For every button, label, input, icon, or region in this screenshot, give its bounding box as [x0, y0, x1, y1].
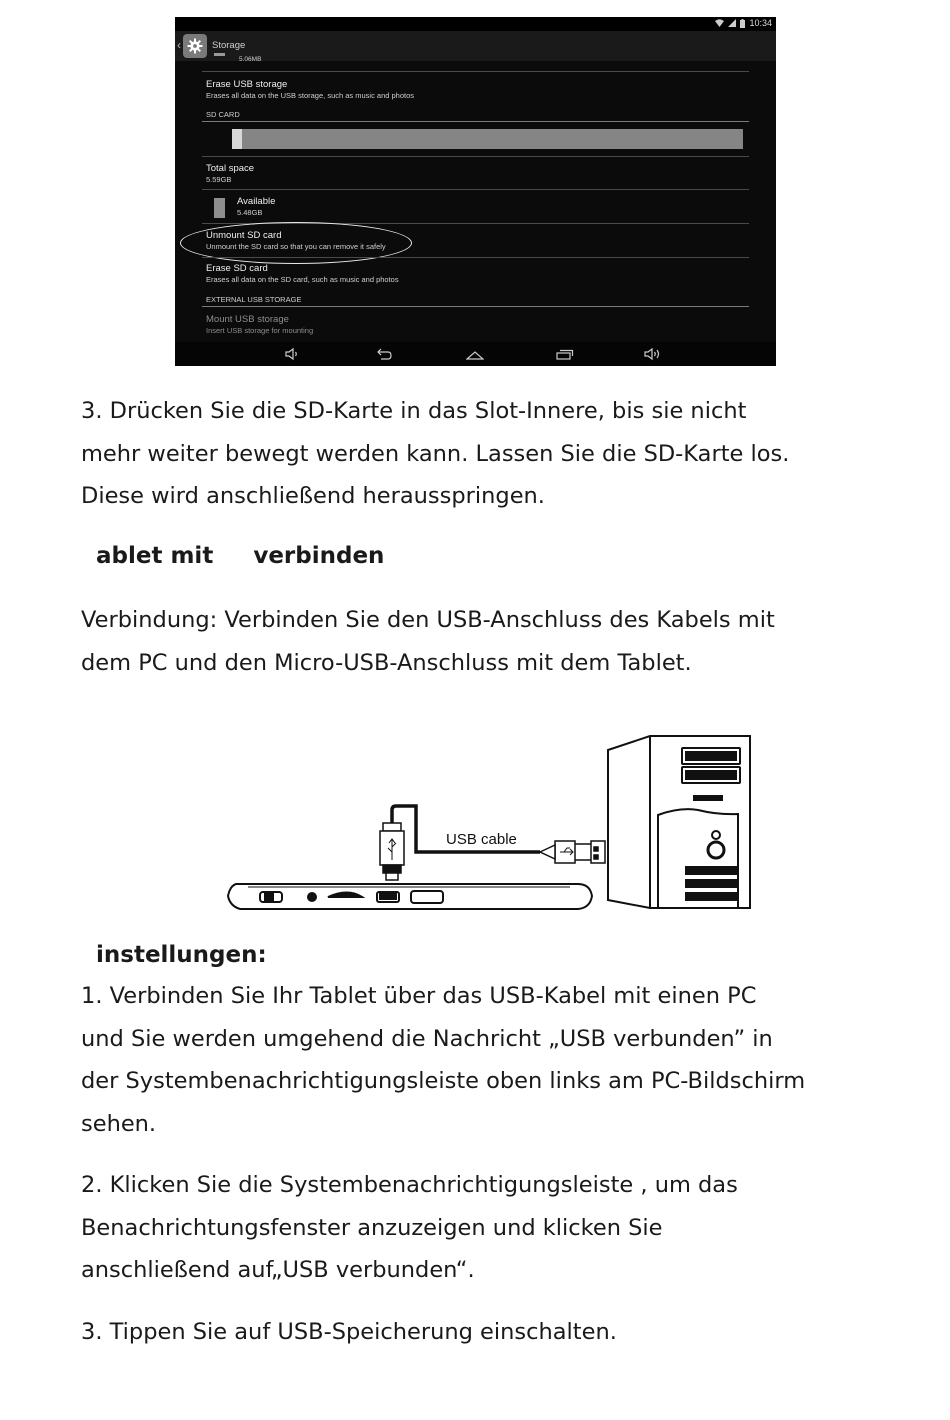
sd-usage-fill [232, 129, 242, 149]
gear-icon[interactable] [183, 34, 207, 58]
navigation-bar [175, 342, 776, 366]
unmount-title: Unmount SD card [206, 230, 282, 241]
text-line: Benachrichtungsfenster anzuzeigen und klicken Sie [81, 1214, 663, 1241]
step-1 [81, 975, 881, 1145]
divider [202, 71, 749, 72]
text-line: mehr weiter bewegt werden kann. Lassen Sie die SD-Karte los. [81, 440, 790, 467]
wifi-icon [715, 19, 724, 27]
text-line: dem PC und den Micro-USB-Anschluss mit dem Tablet. [81, 649, 692, 676]
total-space-value: 5.59GB [206, 175, 232, 184]
pc-tower-icon [608, 736, 750, 908]
mount-usb-title: Mount USB storage [206, 314, 289, 325]
signal-icon [728, 19, 736, 27]
heading-part: ablet mit [96, 543, 214, 569]
text-line: sehen. [81, 1110, 157, 1137]
volume-down-icon[interactable] [284, 347, 302, 361]
total-space-item [206, 163, 749, 184]
text-line: anschließend auf„USB verbunden“. [81, 1257, 475, 1283]
volume-up-icon[interactable] [644, 347, 662, 361]
usb-connection-diagram [220, 710, 760, 915]
text-line: 1. Verbinden Sie Ihr Tablet über das USB-Kabel mit einen PC [81, 983, 757, 1009]
step-2 [81, 1164, 881, 1292]
battery-icon [740, 19, 745, 28]
text-line: Diese wird anschließend herausspringen. [81, 483, 545, 509]
text-line: Verbindung: Verbinden Sie den USB-Anschluss des Kabels mit [81, 607, 775, 633]
micro-usb-plug-icon [380, 823, 404, 880]
unmount-summary: Unmount the SD card so that you can remove it safely [206, 242, 386, 251]
erase-sd-card-item[interactable] [206, 263, 749, 284]
erase-usb-storage-item[interactable] [206, 79, 749, 100]
erase-usb-title: Erase USB storage [206, 79, 288, 90]
total-space-title: Total space [206, 163, 255, 174]
status-bar [175, 17, 776, 31]
recents-icon[interactable] [556, 347, 574, 361]
home-icon[interactable] [466, 347, 484, 361]
divider [202, 257, 749, 258]
divider [202, 156, 749, 157]
sd-usage-bar [232, 129, 743, 149]
available-swatch [214, 198, 225, 218]
page-title: Storage [212, 40, 246, 51]
header-divider [202, 306, 749, 307]
erase-sd-summary: Erases all data on the SD card, such as music and photos [206, 275, 399, 284]
available-value: 5.48GB [237, 208, 263, 217]
header-divider [202, 121, 749, 122]
external-usb-header: EXTERNAL USB STORAGE [206, 295, 302, 304]
status-time: 10:34 [749, 18, 772, 28]
text-line: 3. Drücken Sie die SD-Karte in das Slot-Innere, bis sie nicht [81, 398, 747, 424]
storage-screenshot [175, 17, 776, 366]
erase-usb-summary: Erases all data on the USB storage, such as music and photos [206, 91, 415, 100]
section-heading-settings: instellungen: [96, 942, 267, 968]
chevron-left-icon[interactable]: ‹ [177, 38, 181, 52]
available-item [237, 196, 749, 217]
text-line: der Systembenachrichtigungsleiste oben links am PC-Bildschirm [81, 1068, 806, 1094]
erase-sd-title: Erase SD card [206, 263, 268, 274]
usb-a-plug-icon [540, 841, 605, 863]
divider [202, 189, 749, 190]
tablet-side-icon [228, 884, 592, 909]
text-line: 2. Klicken Sie die Systembenachrichtigungsleiste , um das [81, 1172, 738, 1198]
top-value: 5.06MB [239, 56, 262, 63]
text-line: 3. Tippen Sie auf USB-Speicherung einschalten. [81, 1319, 617, 1345]
text-line: und Sie werden umgehend die Nachricht „USB verbunden” in [81, 1025, 773, 1052]
section-heading-connect [96, 543, 384, 569]
back-icon[interactable] [375, 347, 393, 361]
mount-usb-summary: Insert USB storage for mounting [206, 326, 314, 335]
heading-part: verbinden [253, 543, 385, 569]
connect-instructions [81, 599, 881, 684]
available-title: Available [237, 196, 276, 207]
sd-card-header: SD CARD [206, 110, 240, 119]
step-3 [81, 1311, 881, 1354]
eject-instructions [81, 390, 881, 518]
top-value-row [239, 55, 749, 63]
cable-label: USB cable [446, 831, 517, 848]
mount-usb-storage-item [206, 314, 749, 335]
used-swatch [214, 53, 225, 56]
